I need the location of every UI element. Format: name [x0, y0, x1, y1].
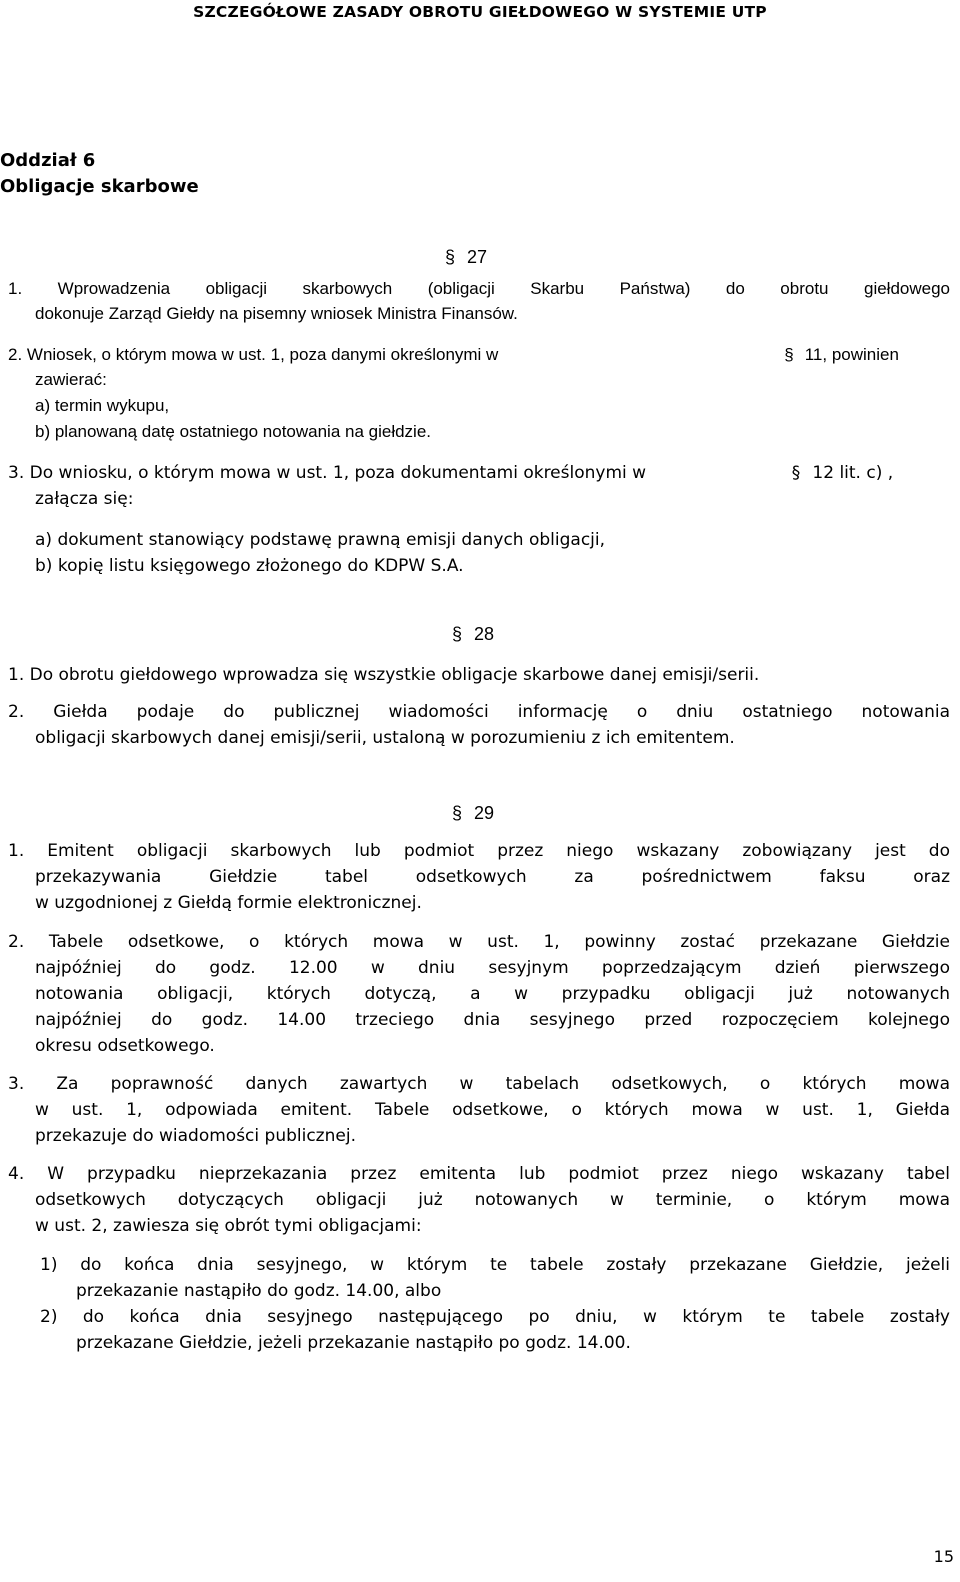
s29-p3-line3: przekazuje do wiadomości publicznej.: [35, 1126, 356, 1146]
s29-item1-line1: 1) do końca dnia sesyjnego, w którym te tabele zostały przekazane Giełdzie, jeżeli: [40, 1255, 950, 1275]
s27-p3-item-a: a) dokument stanowiący podstawę prawną emisji danych obligacji,: [35, 530, 606, 550]
s29-item1-line2: przekazanie nastąpiło do godz. 14.00, albo: [76, 1281, 442, 1301]
s29-item2-line2: przekazane Giełdzie, jeżeli przekazanie nastąpiło po godz. 14.00.: [76, 1333, 631, 1353]
s27-p1-line1: 1. Wprowadzenia obligacji skarbowych (obligacji Skarbu Państwa) do obrotu giełdowego: [8, 279, 950, 298]
section-number: 28: [474, 624, 495, 644]
s29-p1-line3: w uzgodnionej z Giełdą formie elektronicznej.: [35, 893, 422, 913]
section-number: 27: [467, 247, 488, 267]
s29-p2-line2: najpóźniej do godz. 12.00 w dniu sesyjnym poprzedzającym dzień pierwszego: [35, 958, 950, 978]
s27-p2-ref: 11, powinien: [804, 345, 899, 364]
s27-p3-line1b: [785, 461, 893, 485]
s29-p2-line1: 2. Tabele odsetkowe, o których mowa w ust. 1, powinny zostać przekazane Giełdzie: [8, 932, 950, 952]
s29-p3-line2: w ust. 1, odpowiada emitent. Tabele odsetkowe, o których mowa w ust. 1, Giełda: [35, 1100, 950, 1120]
paragraph-symbol: §: [784, 345, 794, 364]
s29-item2-line1: 2) do końca dnia sesyjnego następującego po dniu, w którym te tabele zostały: [40, 1307, 950, 1327]
division-title: Obligacje skarbowe: [0, 176, 199, 197]
s27-p3-item-b: b) kopię listu księgowego złożonego do KDPW S.A.: [35, 556, 464, 576]
running-header: SZCZEGÓŁOWE ZASADY OBROTU GIEŁDOWEGO W SYSTEMIE UTP: [193, 3, 767, 21]
division-number: Oddział 6: [0, 150, 96, 171]
paragraph-symbol: §: [791, 463, 801, 483]
s29-p1-line2: przekazywania Giełdzie tabel odsetkowych za pośrednictwem faksu oraz: [35, 867, 950, 887]
s29-p2-line3: notowania obligacji, których dotyczą, a w przypadku obligacji już notowanych: [35, 984, 950, 1004]
s27-p2-line1a: 2. Wniosek, o którym mowa w ust. 1, poza danymi określonymi w: [8, 345, 499, 364]
s29-p4-line1: 4. W przypadku nieprzekazania przez emitenta lub podmiot przez niego wskazany tabel: [8, 1164, 950, 1184]
s27-p2-line1b: [778, 343, 899, 367]
paragraph-symbol: §: [452, 803, 463, 823]
s28-p2-line1: 2. Giełda podaje do publicznej wiadomości informację o dniu ostatniego notowania: [8, 702, 950, 722]
s29-p1-line1: 1. Emitent obligacji skarbowych lub podmiot przez niego wskazany zobowiązany jest do: [8, 841, 950, 861]
s29-p2-line5: okresu odsetkowego.: [35, 1036, 215, 1056]
section-29-heading: [452, 801, 494, 825]
s27-p2-line2: zawierać:: [35, 370, 107, 389]
s27-p2-item-a: a) termin wykupu,: [35, 396, 170, 415]
s29-p4-line2: odsetkowych dotyczących obligacji już notowanych w terminie, o którym mowa: [35, 1190, 950, 1210]
section-27-heading: [445, 245, 487, 269]
s29-p2-line4: najpóźniej do godz. 14.00 trzeciego dnia sesyjnego przed rozpoczęciem kolejnego: [35, 1010, 950, 1030]
s28-p2-line2: obligacji skarbowych danej emisji/serii, ustaloną w porozumieniu z ich emitentem.: [35, 728, 735, 748]
section-number: 29: [474, 803, 495, 823]
s27-p3-line2: załącza się:: [35, 489, 134, 509]
s29-p4-line3: w ust. 2, zawiesza się obrót tymi obligacjami:: [35, 1216, 422, 1236]
paragraph-symbol: §: [445, 247, 456, 267]
page-number: 15: [933, 1547, 954, 1566]
s28-p1: 1. Do obrotu giełdowego wprowadza się wszystkie obligacje skarbowe danej emisji/serii.: [8, 665, 760, 685]
paragraph-symbol: §: [452, 624, 463, 644]
s27-p3-line1a: 3. Do wniosku, o którym mowa w ust. 1, poza dokumentami określonymi w: [8, 463, 647, 483]
s27-p1-line2: dokonuje Zarząd Giełdy na pisemny wniosek Ministra Finansów.: [35, 304, 518, 323]
s27-p3-ref: 12 lit. c) ,: [812, 463, 894, 483]
s29-p3-line1: 3. Za poprawność danych zawartych w tabelach odsetkowych, o których mowa: [8, 1074, 950, 1094]
s27-p2-item-b: b) planowaną datę ostatniego notowania na giełdzie.: [35, 422, 432, 441]
section-28-heading: [452, 622, 494, 646]
